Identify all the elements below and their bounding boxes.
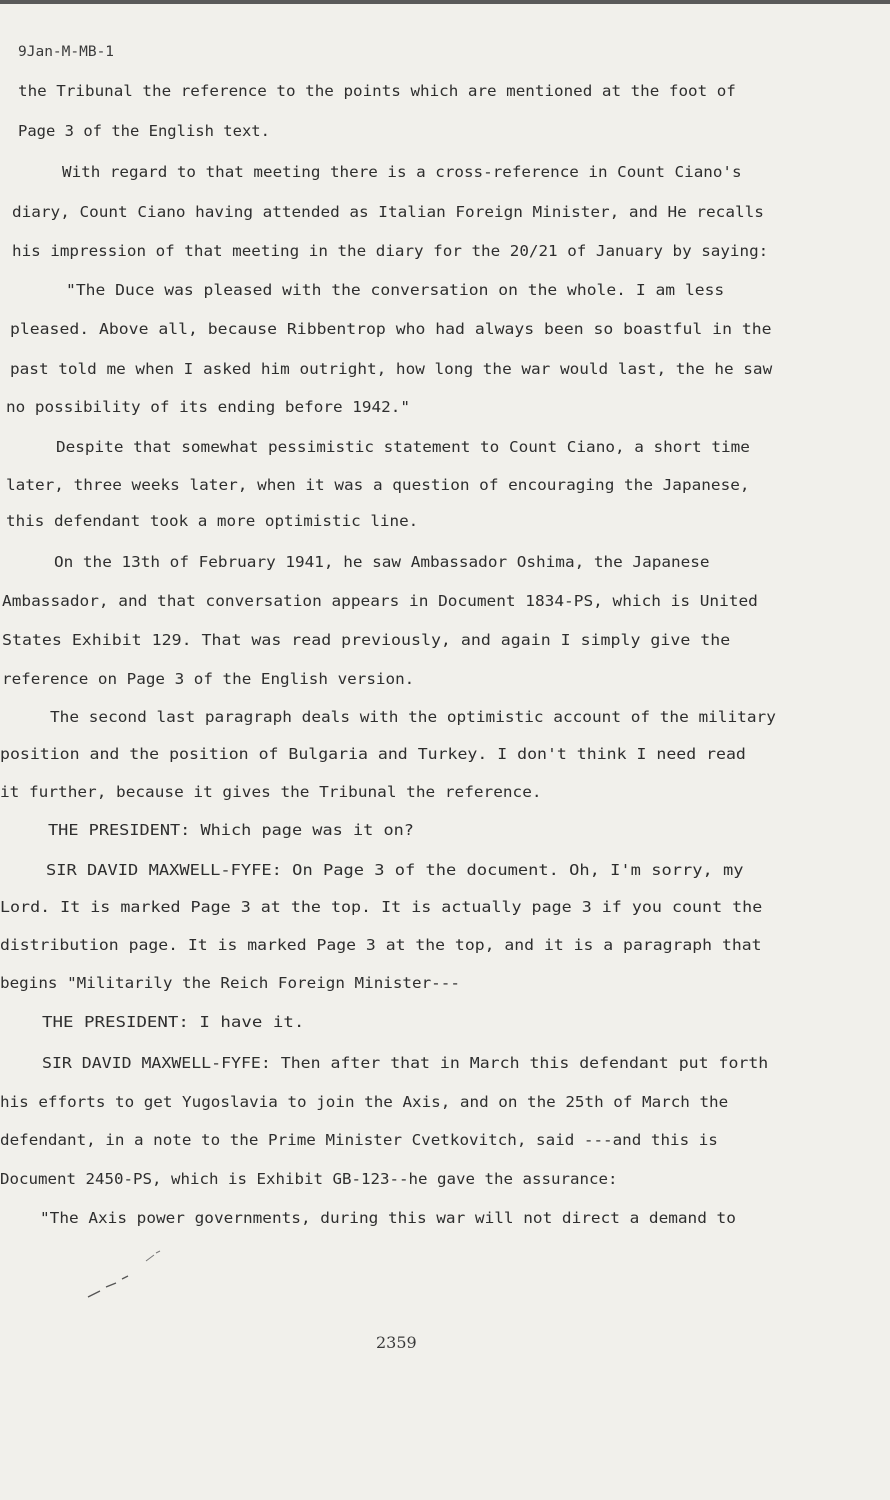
text-line: defendant, in a note to the Prime Minister Cvetkovitch, said ---and this is — [0, 1131, 718, 1149]
text-line: begins "Militarily the Reich Foreign Minister--- — [0, 974, 460, 992]
pen-mark — [70, 1245, 170, 1305]
text-line: the Tribunal the reference to the points which are mentioned at the foot of — [18, 82, 736, 100]
text-line: Despite that somewhat pessimistic statement to Count Ciano, a short time — [56, 438, 750, 456]
text-line: States Exhibit 129. That was read previously, and again I simply give the — [2, 631, 731, 649]
page-number: 2359 — [376, 1333, 417, 1352]
text-line: Document 2450-PS, which is Exhibit GB-123--he gave the assurance: — [0, 1170, 618, 1188]
text-line: past told me when I asked him outright, how long the war would last, the he saw — [10, 360, 773, 378]
text-line: this defendant took a more optimistic line. — [6, 512, 419, 530]
text-line: reference on Page 3 of the English version. — [2, 670, 415, 688]
text-line: THE PRESIDENT: I have it. — [42, 1013, 305, 1031]
document-header-code: 9Jan-M-MB-1 — [18, 44, 115, 60]
text-line: it further, because it gives the Tribunal the reference. — [0, 783, 542, 801]
text-line: his impression of that meeting in the diary for the 20/21 of January by saying: — [12, 242, 769, 260]
text-line: his efforts to get Yugoslavia to join the Axis, and on the 25th of March the — [0, 1093, 729, 1111]
text-line: SIR DAVID MAXWELL-FYFE: On Page 3 of the document. Oh, I'm sorry, my — [46, 861, 744, 879]
text-line: SIR DAVID MAXWELL-FYFE: Then after that in March this defendant put forth — [42, 1054, 769, 1072]
text-line: Lord. It is marked Page 3 at the top. It is actually page 3 if you count the — [0, 898, 763, 916]
text-line: position and the position of Bulgaria and Turkey. I don't think I need read — [0, 745, 746, 763]
text-line: distribution page. It is marked Page 3 at the top, and it is a paragraph that — [0, 936, 762, 954]
text-line: later, three weeks later, when it was a question of encouraging the Japanese, — [6, 476, 750, 494]
text-line: Ambassador, and that conversation appears in Document 1834-PS, which is United — [2, 592, 758, 610]
text-line: THE PRESIDENT: Which page was it on? — [48, 821, 414, 839]
text-line: The second last paragraph deals with the optimistic account of the military — [50, 708, 776, 726]
text-line: no possibility of its ending before 1942." — [6, 398, 410, 416]
text-line: "The Axis power governments, during this war will not direct a demand to — [40, 1209, 736, 1227]
text-line: With regard to that meeting there is a cross-reference in Count Ciano's — [62, 163, 742, 181]
text-line: "The Duce was pleased with the conversation on the whole. I am less — [66, 281, 725, 299]
text-line: On the 13th of February 1941, he saw Ambassador Oshima, the Japanese — [54, 553, 710, 571]
text-line: pleased. Above all, because Ribbentrop who had always been so boastful in the — [10, 320, 772, 338]
text-line: Page 3 of the English text. — [18, 122, 270, 140]
text-line: diary, Count Ciano having attended as Italian Foreign Minister, and He recalls — [12, 203, 764, 221]
